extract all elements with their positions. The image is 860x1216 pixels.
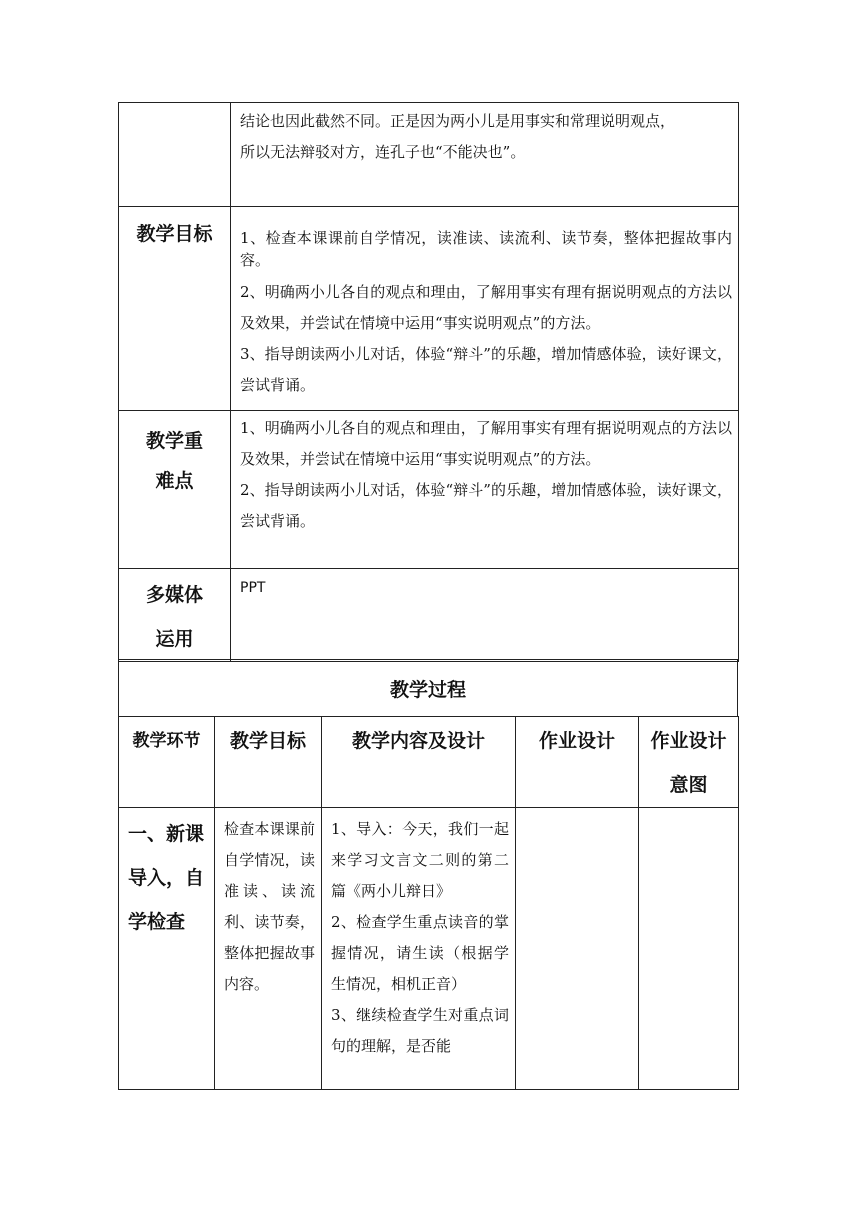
media-row bbox=[119, 569, 739, 662]
process-title: 教学过程 bbox=[119, 660, 738, 717]
lesson-info-table bbox=[118, 102, 739, 662]
objective-item: 2、明确两小儿各自的观点和理由，了解用事实有理有据说明观点的方法以及效果，并尝试在情境中运用“事实说明观点”的方法。 bbox=[240, 283, 732, 332]
row-homework bbox=[516, 808, 639, 1090]
objective-item: 1、检查本课课前自学情况，读准读、读流利、读节奏，整体把握故事内容。 bbox=[240, 229, 732, 269]
objectives-row bbox=[119, 207, 739, 411]
key-point-item: 1、明确两小儿各自的观点和理由，了解用事实有理有据说明观点的方法以及效果，并尝试在情境中运用“事实说明观点”的方法。 bbox=[240, 419, 732, 468]
header-stage: 教学环节 bbox=[119, 717, 215, 808]
objective-item: 3、指导朗读两小儿对话，体验“辩斗”的乐趣，增加情感体验，读好课文，尝试背诵。 bbox=[240, 345, 732, 394]
row-objective: 检查本课课前自学情况，读准读、读流利、读节奏，整体把握故事内容。 bbox=[215, 808, 322, 1090]
key-point-item: 2、指导朗读两小儿对话，体验“辩斗”的乐趣，增加情感体验，读好课文，尝试背诵。 bbox=[240, 481, 732, 530]
key-points-label-line: 教学重 bbox=[145, 430, 203, 452]
continuation-line: 所以无法辩驳对方，连孔子也“不能决也”。 bbox=[240, 143, 526, 161]
objectives-label bbox=[119, 207, 231, 411]
row-content bbox=[322, 808, 516, 1090]
continuation-line: 结论也因此截然不同。正是因为两小儿是用事实和常理说明观点， bbox=[240, 112, 676, 130]
content-item: 1、导入：今天，我们一起来学习文言文二则的第二篇《两小儿辩日》 bbox=[331, 820, 509, 900]
row-homework-intent bbox=[639, 808, 739, 1090]
continuation-label-cell bbox=[119, 103, 231, 207]
media-label bbox=[119, 569, 231, 662]
process-row bbox=[119, 808, 739, 1090]
row-stage: 一、新课导入，自学检查 bbox=[119, 808, 215, 1090]
process-header-row bbox=[119, 717, 739, 808]
continuation-text-cell bbox=[231, 103, 739, 207]
content-item: 2、检查学生重点读音的掌握情况，请生读（根据学生情况，相机正音） bbox=[331, 913, 509, 993]
key-points-row bbox=[119, 411, 739, 569]
header-intent-line: 作业设计 bbox=[650, 730, 727, 752]
header-intent-line: 意图 bbox=[669, 774, 708, 796]
header-content: 教学内容及设计 bbox=[322, 717, 516, 808]
media-label-line: 运用 bbox=[155, 628, 194, 650]
header-objective: 教学目标 bbox=[215, 717, 322, 808]
continuation-row bbox=[119, 103, 739, 207]
objectives-label-text: 教学目标 bbox=[136, 223, 213, 245]
key-points-content bbox=[231, 411, 739, 569]
header-homework-intent bbox=[639, 717, 739, 808]
media-value: PPT bbox=[231, 569, 739, 662]
objectives-content bbox=[231, 207, 739, 411]
process-title-row bbox=[119, 660, 738, 717]
process-title-table bbox=[118, 659, 738, 717]
process-grid bbox=[118, 716, 739, 1090]
header-homework: 作业设计 bbox=[516, 717, 639, 808]
key-points-label bbox=[119, 411, 231, 569]
key-points-label-line: 难点 bbox=[155, 470, 194, 492]
media-label-line: 多媒体 bbox=[145, 584, 203, 606]
content-item: 3、继续检查学生对重点词句的理解，是否能 bbox=[331, 1006, 509, 1055]
